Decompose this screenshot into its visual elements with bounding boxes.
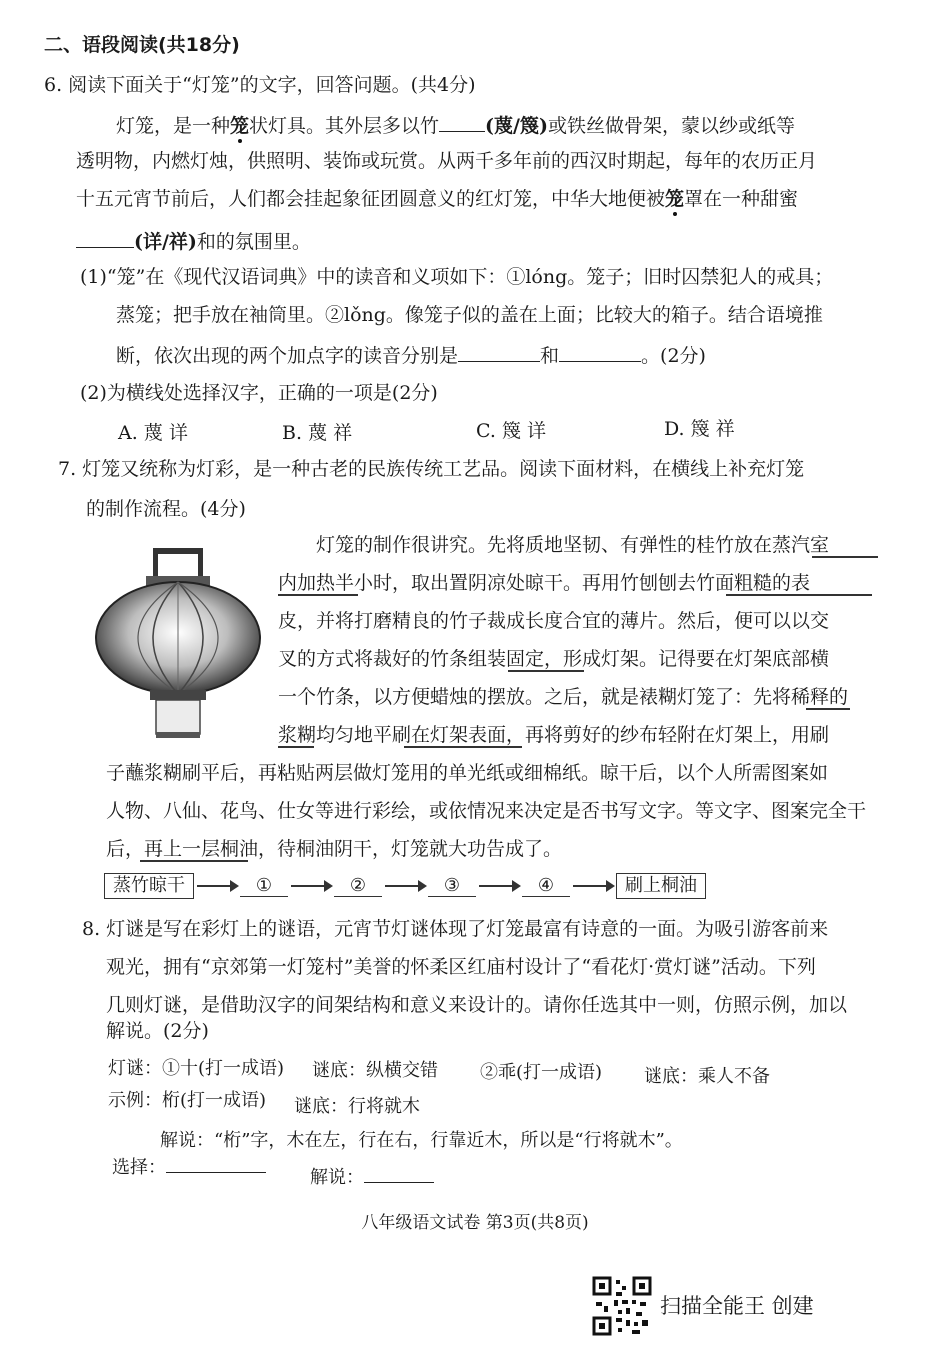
flow-slot-2[interactable]: ② <box>334 875 382 897</box>
q7-text-line-3: 皮，并将打磨精良的竹子裁成长度合宜的薄片。然后，便可以以交 <box>278 610 830 632</box>
q6-sub1-line-1: (1)“笼”在《现代汉语词典》中的读音和义项如下：①lóng。笼子；旧时囚禁犯人的戒具； <box>80 266 834 288</box>
pinyin-blank-1[interactable] <box>458 342 540 362</box>
flow-slot-4[interactable]: ④ <box>522 875 570 897</box>
q8-line-1: 8. 灯谜是写在彩灯上的谜语，元宵节灯谜体现了灯笼最富有诗意的一面。为吸引游客前来 <box>82 918 829 940</box>
handwritten-underline <box>812 556 878 558</box>
q7-text-line-1: 灯笼的制作很讲究。先将质地坚韧、有弹性的桂竹放在蒸汽室 <box>316 534 830 556</box>
lantern-illustration-icon <box>88 546 268 746</box>
arrow-right-icon <box>573 885 613 887</box>
handwritten-underline <box>806 708 850 710</box>
handwritten-underline <box>508 670 584 672</box>
q8-line-3: 几则灯谜，是借助汉字的间架结构和意义来设计的。请你任选其中一则，仿照示例，加以 <box>106 994 848 1016</box>
q7-text-line-5: 一个竹条，以方便蜡烛的摆放。之后，就是裱糊灯笼了：先将稀释的 <box>278 686 849 708</box>
arrow-right-icon <box>385 885 425 887</box>
q6-sub1-line-2: 蒸笼；把手放在袖筒里。②lǒng。像笼子似的盖在上面；比较大的箱子。结合语境推 <box>116 304 823 326</box>
flow-start-box: 蒸竹晾干 <box>104 873 194 899</box>
flow-end-box: 刷上桐油 <box>616 873 706 899</box>
production-flow <box>104 872 706 900</box>
q7-text-line-8: 人物、八仙、花鸟、仕女等进行彩绘，或依情况来决定是否书写文字。等文字、图案完全干 <box>106 800 867 822</box>
option-a[interactable]: A. 蔑 详 <box>118 422 188 444</box>
q6-sub2: (2)为横线处选择汉字，正确的一项是(2分) <box>80 382 438 404</box>
handwritten-underline <box>278 746 314 748</box>
q6-passage-line-2: 透明物，内燃灯烛，供照明、装饰或玩赏。从两千多年前的西汉时期起，每年的农历正月 <box>76 150 818 172</box>
choose-blank[interactable] <box>166 1154 266 1173</box>
explain-field: 解说： <box>310 1164 434 1189</box>
arrow-right-icon <box>197 885 237 887</box>
q6-passage-line-1: 灯笼，是一种笼状灯具。其外层多以竹 (蔑/篾)或铁丝做骨架，蒙以纱或纸等 <box>116 112 795 138</box>
example-answer: 谜底：行将就木 <box>294 1096 420 1117</box>
blank-2[interactable] <box>76 228 134 248</box>
riddle-2: ②乖(打一成语) <box>480 1062 603 1083</box>
q7-stem-line-2: 的制作流程。(4分) <box>86 498 246 520</box>
qr-code-icon <box>592 1276 652 1336</box>
handwritten-underline <box>726 594 872 596</box>
q7-text-line-4: 叉的方式将裁好的竹条组装固定，形成灯架。记得要在灯架底部横 <box>278 648 830 670</box>
q6-sub1-line-3: 断，依次出现的两个加点字的读音分别是 和 。(2分) <box>116 342 706 368</box>
example-explanation: 解说：“桁”字，木在左，行在右，行靠近木，所以是“行将就木”。 <box>160 1130 683 1151</box>
choose-field: 选择： <box>112 1154 266 1179</box>
q7-stem-line-1: 7. 灯笼又统称为灯彩，是一种古老的民族传统工艺品。阅读下面材料，在横线上补充灯笼 <box>58 458 805 480</box>
handwritten-underline <box>278 594 358 596</box>
example-riddle: 示例：桁(打一成语) <box>108 1090 267 1111</box>
option-c[interactable]: C. 篾 详 <box>476 420 546 442</box>
option-b[interactable]: B. 蔑 祥 <box>282 422 353 444</box>
q8-line-2: 观光，拥有“京郊第一灯笼村”美誉的怀柔区红庙村设计了“看花灯·赏灯谜”活动。下列 <box>106 956 816 978</box>
arrow-right-icon <box>291 885 331 887</box>
q6-passage-line-3: 十五元宵节前后，人们都会挂起象征团圆意义的红灯笼，中华大地便被笼罩在一种甜蜜 <box>76 188 799 210</box>
q6-passage-line-4: (详/祥)和的氛围里。 <box>76 228 311 254</box>
explain-blank[interactable] <box>364 1164 434 1183</box>
handwritten-underline <box>140 860 248 862</box>
flow-slot-1[interactable]: ① <box>240 875 288 897</box>
page-footer: 八年级语文试卷 第3页(共8页) <box>361 1213 589 1233</box>
handwritten-underline <box>404 746 522 748</box>
riddle-1-answer: 谜底：纵横交错 <box>312 1060 438 1081</box>
q8-line-4: 解说。(2分) <box>106 1020 209 1042</box>
scanner-watermark: 扫描全能王 创建 <box>660 1294 814 1318</box>
pinyin-blank-2[interactable] <box>559 342 641 362</box>
dotted-char-2: 笼 <box>665 188 685 210</box>
q7-text-line-7: 子蘸浆糊刷平后，再粘贴两层做灯笼用的单光纸或细棉纸。晾干后，以个人所需图案如 <box>106 762 829 784</box>
q7-text-line-9: 后，再上一层桐油，待桐油阴干，灯笼就大功告成了。 <box>106 838 563 860</box>
dotted-char-1: 笼 <box>230 115 250 137</box>
riddle-2-answer: 谜底：乘人不备 <box>644 1066 770 1087</box>
q6-stem: 6. 阅读下面关于“灯笼”的文字，回答问题。(共4分) <box>44 74 476 96</box>
riddle-1: 灯谜：①十(打一成语) <box>108 1058 285 1079</box>
q7-text-line-2: 内加热半小时，取出置阴凉处晾干。再用竹刨刨去竹面粗糙的表 <box>278 572 811 594</box>
section-title: 二、语段阅读(共18分) <box>44 34 240 56</box>
blank-1[interactable] <box>439 112 485 132</box>
option-d[interactable]: D. 篾 祥 <box>664 418 735 440</box>
arrow-right-icon <box>479 885 519 887</box>
q7-text-line-6: 浆糊均匀地平刷在灯架表面，再将剪好的纱布轻附在灯架上，用刷 <box>278 724 830 746</box>
flow-slot-3[interactable]: ③ <box>428 875 476 897</box>
